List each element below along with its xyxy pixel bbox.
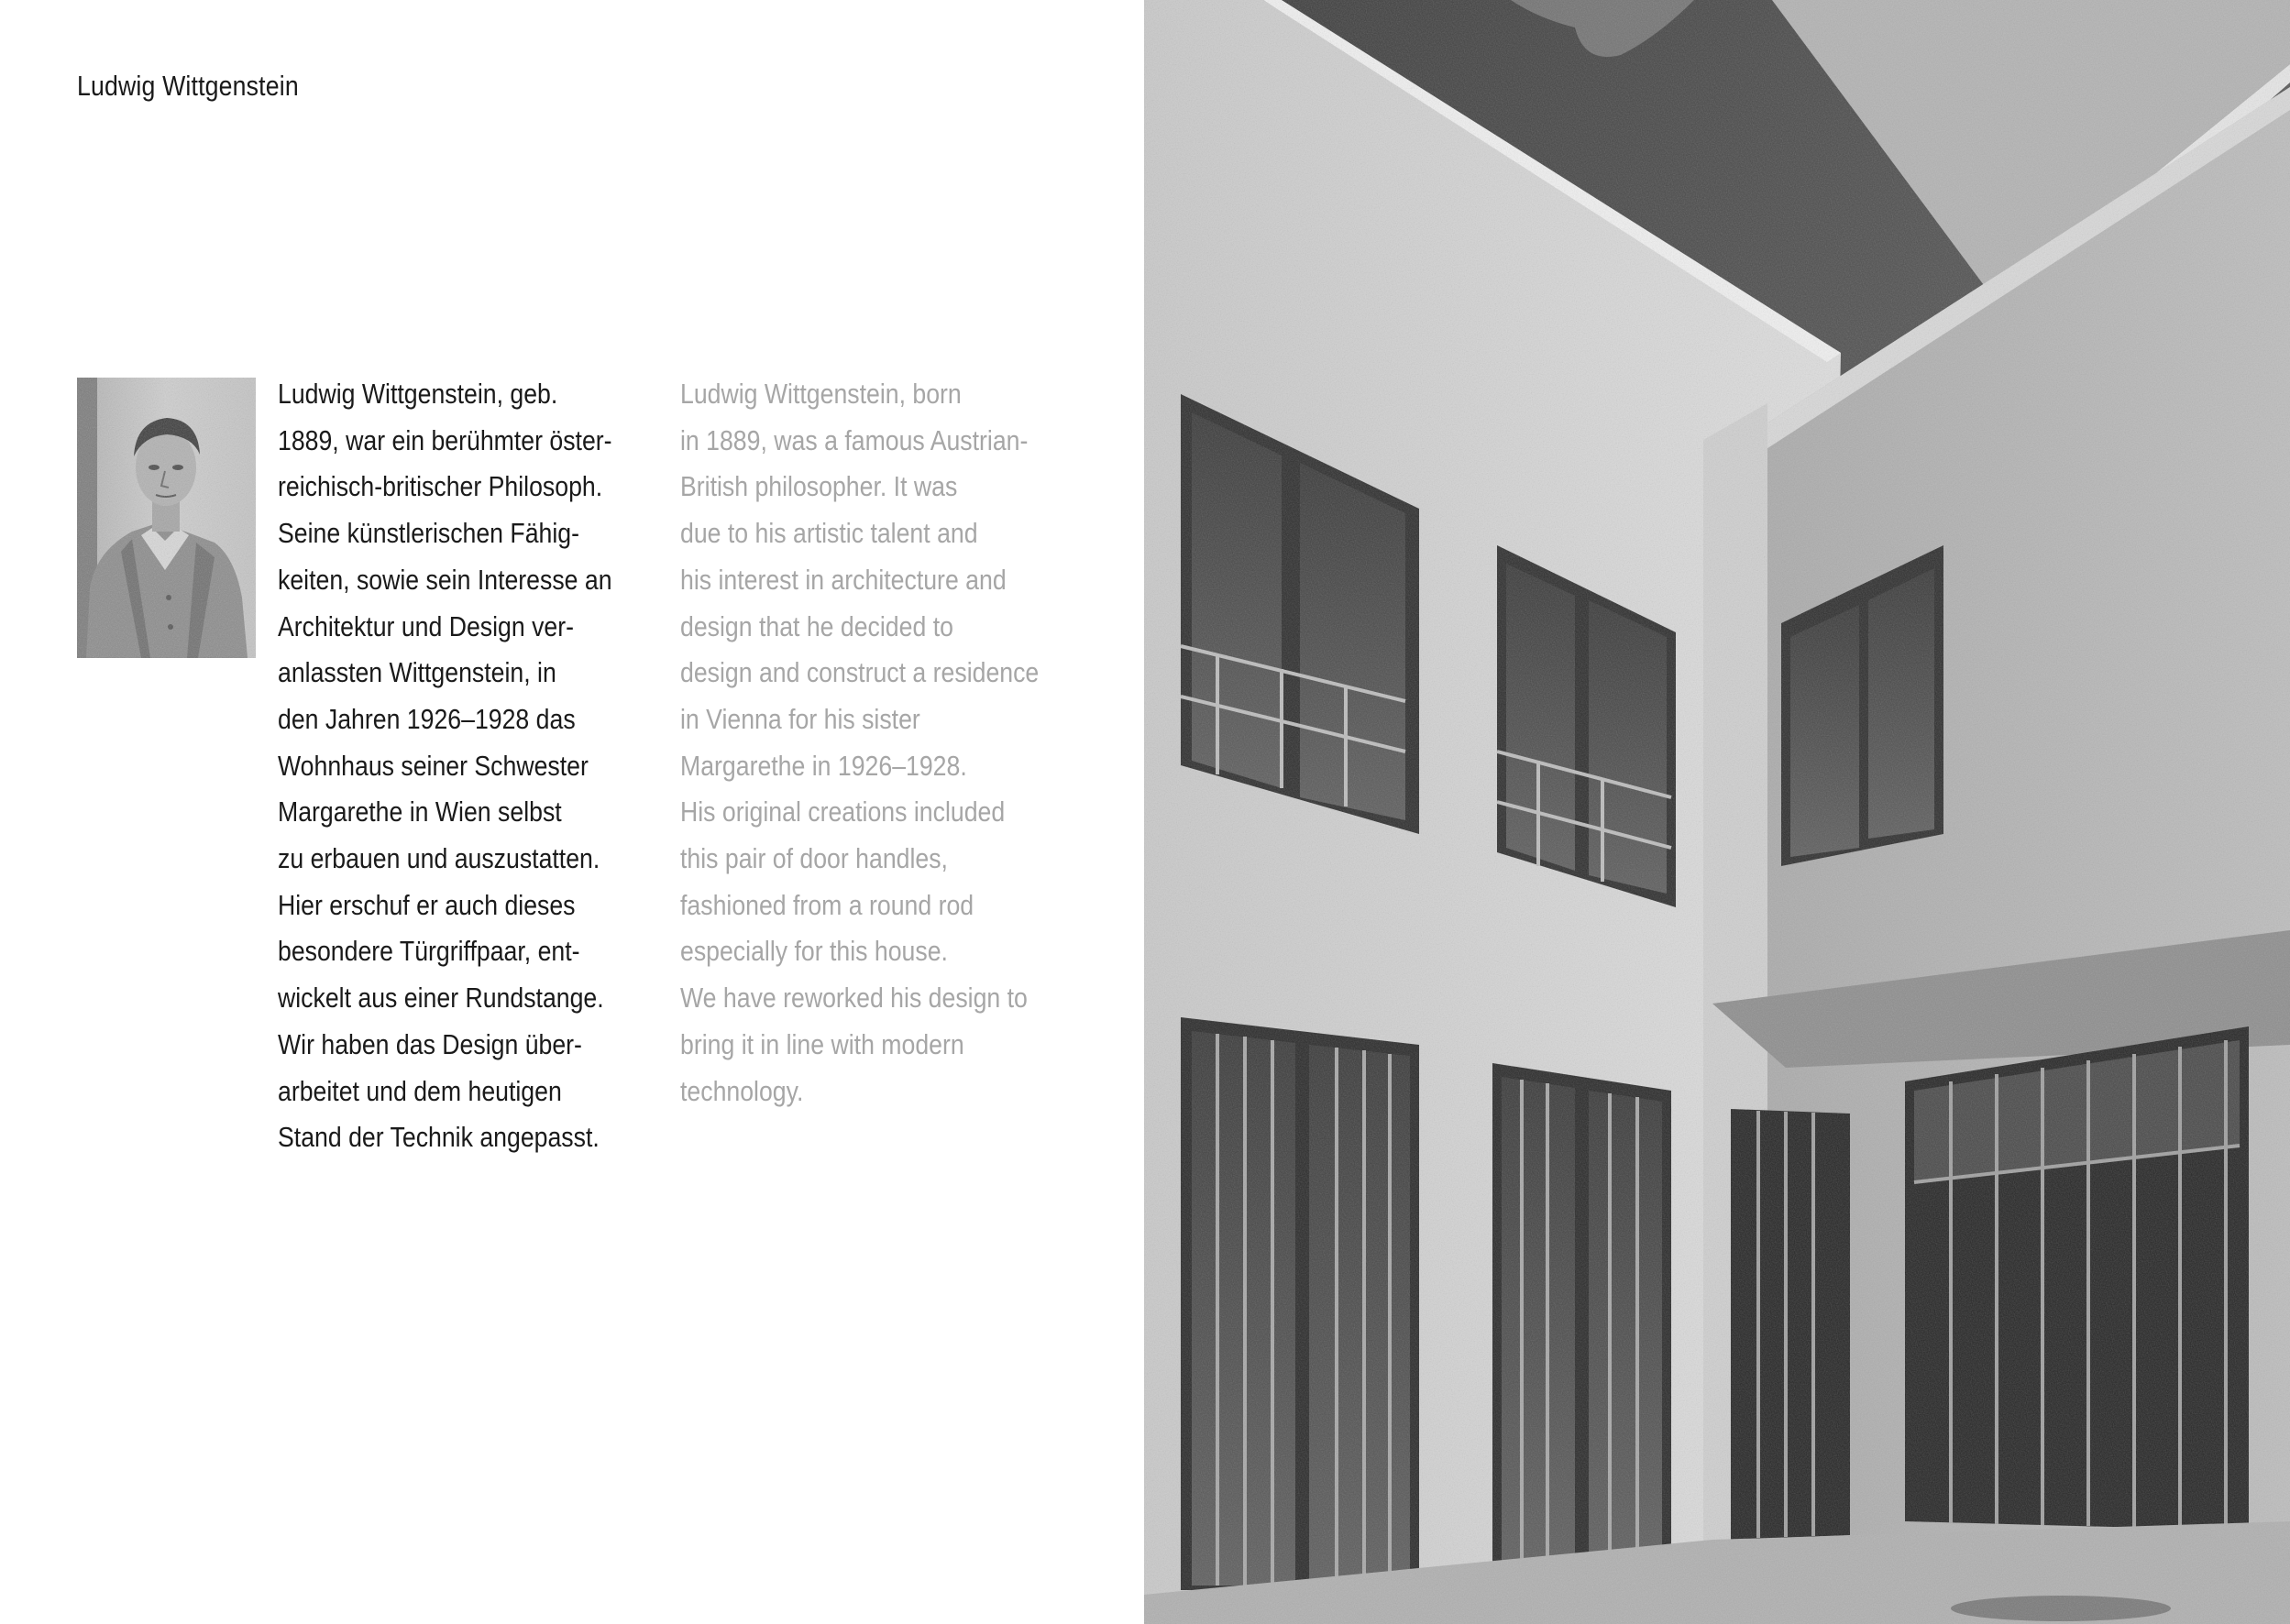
german-line: Margarethe in Wien selbst (278, 796, 562, 828)
english-line: fashioned from a round rod (680, 888, 974, 921)
english-line: technology. (680, 1074, 804, 1107)
english-line: this pair of door handles, (680, 842, 948, 875)
house-photograph (1144, 0, 2290, 1624)
german-line: Hier erschuf er auch dieses (278, 888, 576, 921)
german-line: Wohnhaus seiner Schwester (278, 749, 589, 782)
german-line: keiten, sowie sein Interesse an (278, 563, 612, 596)
wittgenstein-portrait (77, 378, 256, 658)
german-line: Wir haben das Design über- (278, 1027, 582, 1060)
left-page (0, 0, 1144, 1624)
english-text-column (680, 371, 1051, 1114)
german-line: zu erbauen und auszustatten. (278, 842, 600, 875)
german-line: Ludwig Wittgenstein, geb. (278, 378, 558, 410)
german-text-column (278, 371, 648, 1161)
german-line: arbeitet und dem heutigen (278, 1074, 562, 1107)
german-line: den Jahren 1926–1928 das (278, 702, 576, 735)
english-line: his interest in architecture and (680, 563, 1007, 596)
german-line: 1889, war ein berühmter öster- (278, 423, 612, 456)
english-line: design that he decided to (680, 609, 953, 642)
english-line: in Vienna for his sister (680, 702, 920, 735)
english-line: especially for this house. (680, 935, 948, 968)
page-title: Ludwig Wittgenstein (77, 70, 299, 102)
german-line: reichisch-britischer Philosoph. (278, 470, 603, 503)
german-line: Seine künstlerischen Fähig- (278, 517, 579, 550)
english-line: His original creations included (680, 796, 1006, 828)
english-line: due to his artistic talent and (680, 517, 978, 550)
english-line: Ludwig Wittgenstein, born (680, 378, 962, 410)
german-line: Architektur und Design ver- (278, 609, 575, 642)
german-line: anlassten Wittgenstein, in (278, 656, 556, 689)
english-line: Margarethe in 1926–1928. (680, 749, 967, 782)
english-line: bring it in line with modern (680, 1027, 964, 1060)
english-line: We have reworked his design to (680, 982, 1028, 1015)
english-line: British philosopher. It was (680, 470, 958, 503)
german-line: Stand der Technik angepasst. (278, 1121, 600, 1154)
english-line: in 1889, was a famous Austrian- (680, 423, 1029, 456)
german-line: wickelt aus einer Rundstange. (278, 982, 604, 1015)
english-line: design and construct a residence (680, 656, 1040, 689)
german-line: besondere Türgriffpaar, ent- (278, 935, 580, 968)
